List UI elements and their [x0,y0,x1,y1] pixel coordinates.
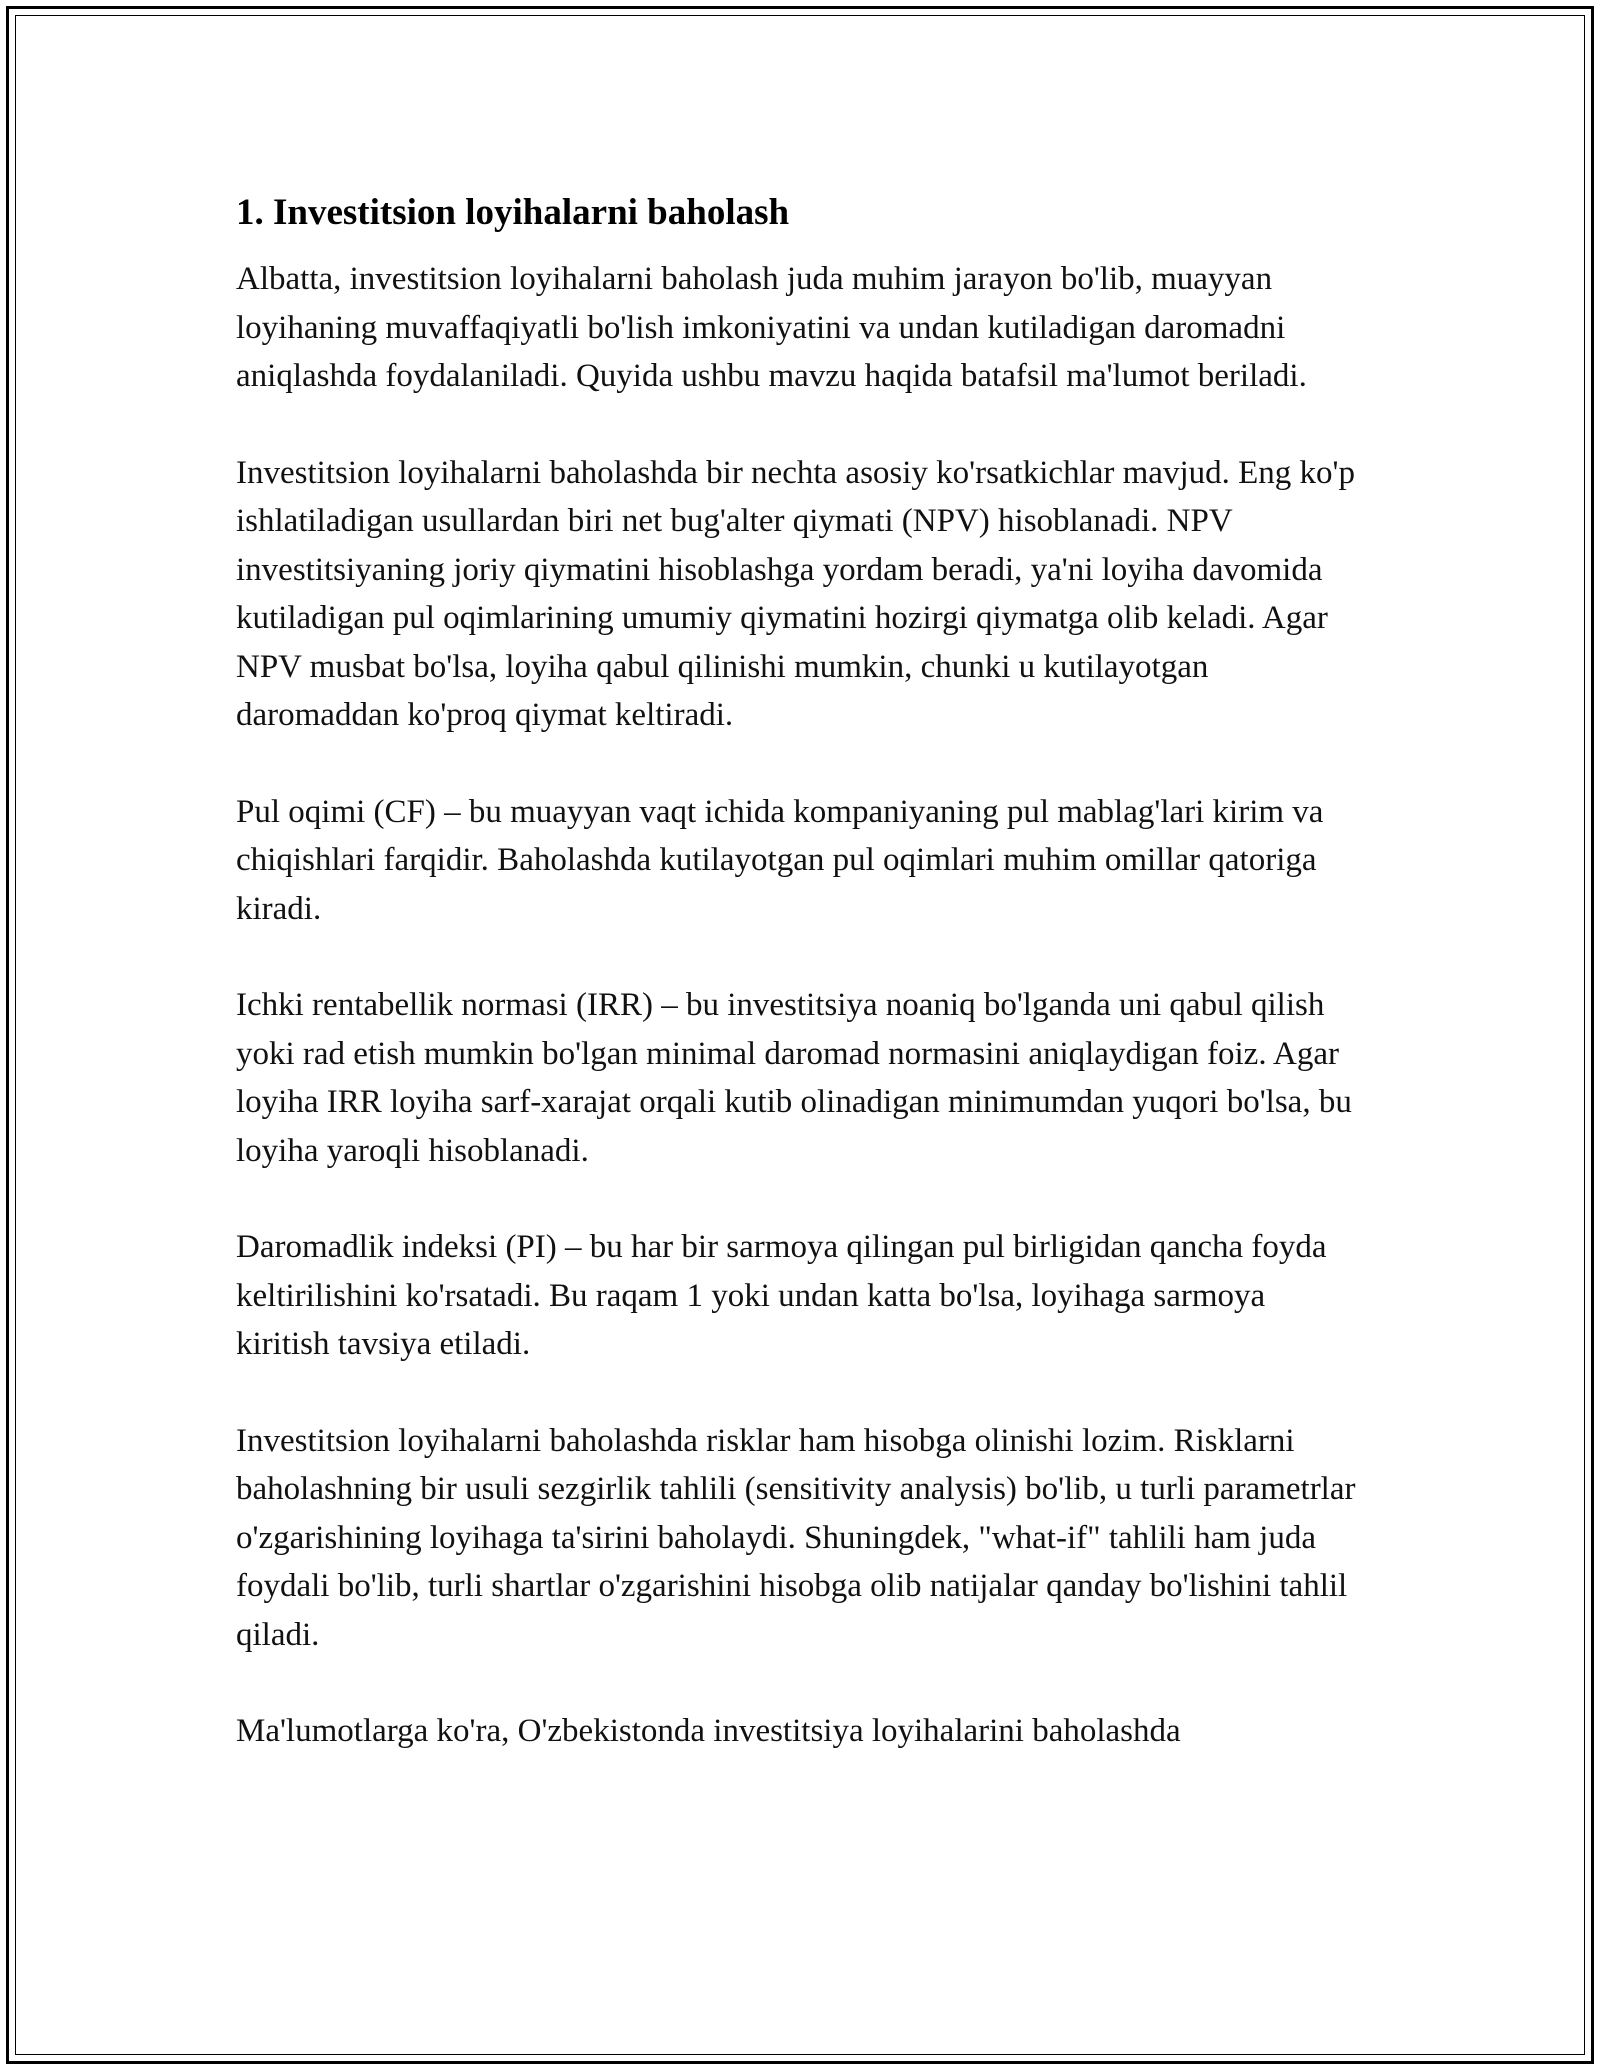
paragraph-irr: Ichki rentabellik normasi (IRR) – bu investitsiya noaniq bo'lganda uni qabul qilish yoki rad etish mumkin bo'lgan minimal daromad normasini aniqlaydigan foiz. Agar loyiha IRR loyiha sarf-xarajat orqali kutib olinadigan minimumdan yuqori bo'lsa, bu loyiha yaroqli hisoblanadi. [236,987,1352,1169]
paragraph-pi: Daromadlik indeksi (PI) – bu har bir sarmoya qilingan pul birligidan qancha foyda keltirilishini ko'rsatadi. Bu raqam 1 yoki undan katta bo'lsa, loyihaga sarmoya kiritish tavsiya etiladi. [236,1229,1327,1362]
paragraph-cash-flow: Pul oqimi (CF) – bu muayyan vaqt ichida kompaniyaning pul mablag'lari kirim va chiqishlari farqidir. Baholashda kutilayotgan pul oqimlari muhim omillar qatoriga kiradi. [236,793,1324,927]
section-heading: 1. Investitsion loyihalarni baholash [236,192,790,233]
paragraph-risks: Investitsion loyihalarni baholashda risklar ham hisobga olinishi lozim. Risklarni baholashning bir usuli sezgirlik tahlili (sensitivity analysis) bo'lib, u turli parametrlar o'zgarishining loyihaga ta'sirini baholaydi. Shuningdek, "what-if" tahlili ham juda foydali bo'lib, turli shartlar o'zgarishini hisobga olib natijalar qanday bo'lishini tahlil qiladi. [236,1422,1356,1653]
paragraph-npv: Investitsion loyihalarni baholashda bir nechta asosiy ko'rsatkichlar mavjud. Eng ko'p ishlatiladigan usullardan biri net bug'alter qiymati (NPV) hisoblanadi. NPV investitsiyaning joriy qiymatini hisoblashga yordam beradi, ya'ni loyiha davomida kutiladigan pul oqimlarining umumiy qiymatini hozirgi qiymatga olib keladi. Agar NPV musbat bo'lsa, loyiha qabul qilinishi mumkin, chunki u kutilayotgan daromaddan ko'proq qiymat keltiradi. [236,454,1355,733]
paragraph-uzbekistan: Ma'lumotlarga ko'ra, O'zbekistonda investitsiya loyihalarini baholashda [236,1713,1181,1749]
paragraph-intro: Albatta, investitsion loyihalarni baholash juda muhim jarayon bo'lib, muayyan loyihaning muvaffaqiyatli bo'lish imkoniyatini va undan kutiladigan daromadni aniqlashda foydalaniladi. Quyida ushbu mavzu haqida batafsil ma'lumot beriladi. [236,261,1307,394]
document-body [236,185,1366,1804]
